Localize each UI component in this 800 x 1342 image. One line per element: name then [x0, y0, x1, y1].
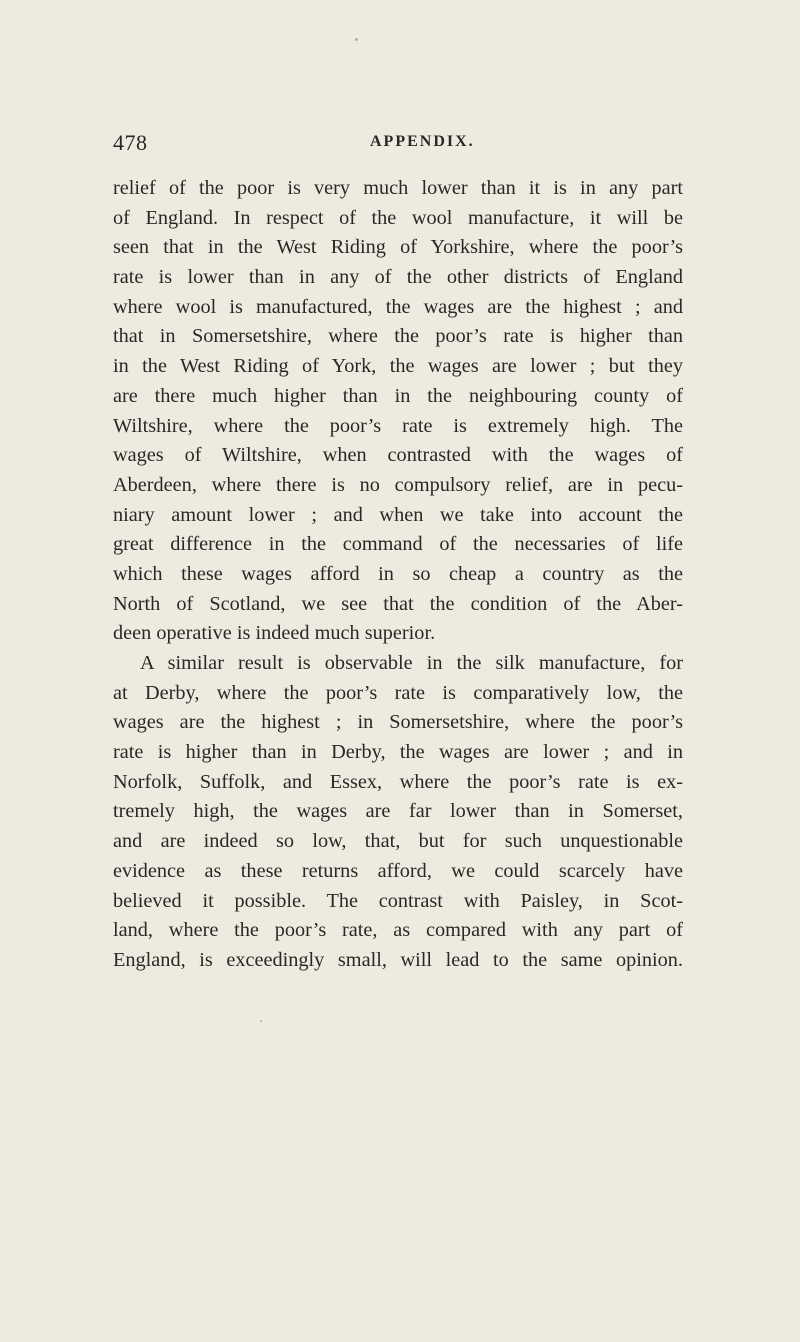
text-line: where wool is manufactured, the wages are the highest ; and: [113, 295, 683, 318]
page-header: [113, 130, 793, 162]
text-line: relief of the poor is very much lower than it is in any part: [113, 177, 683, 199]
text-line: are there much higher than in the neighbouring county of: [113, 384, 683, 407]
paper-speck: [260, 1020, 262, 1022]
paragraph-end-line: England, is exceedingly small, will lead to the same opinion.: [113, 948, 683, 971]
text-line: evidence as these returns afford, we could scarcely have: [113, 859, 683, 882]
text-line: believed it possible. The contrast with Paisley, in Scot-: [113, 889, 683, 912]
page-number: 478: [113, 130, 148, 155]
text-line: of England. In respect of the wool manufacture, it will be: [113, 206, 683, 229]
text-line: Wiltshire, where the poor’s rate is extremely high. The: [113, 414, 683, 437]
text-line: tremely high, the wages are far lower than in Somerset,: [113, 800, 683, 823]
text-line: Aberdeen, where there is no compulsory relief, are in pecu-: [113, 473, 683, 496]
text-line: wages of Wiltshire, when contrasted with the wages of: [113, 444, 683, 467]
text-line: North of Scotland, we see that the condition of the Aber-: [113, 592, 683, 615]
text-line: wages are the highest ; in Somersetshire, where the poor’s: [113, 711, 683, 734]
paragraph-end-line: deen operative is indeed much superior.: [113, 622, 436, 645]
text-line: great difference in the command of the necessaries of life: [113, 533, 683, 556]
text-line: rate is lower than in any of the other districts of England: [113, 266, 683, 289]
paper-speck: [355, 38, 358, 41]
body-text: [113, 174, 683, 976]
text-line: that in Somersetshire, where the poor’s rate is higher than: [113, 325, 683, 348]
text-line: Norfolk, Suffolk, and Essex, where the poor’s rate is ex-: [113, 770, 683, 793]
running-head: APPENDIX.: [370, 133, 475, 150]
text-line: at Derby, where the poor’s rate is comparatively low, the: [113, 681, 683, 704]
text-line: and are indeed so low, that, but for such unquestionable: [113, 830, 683, 853]
text-line: land, where the poor’s rate, as compared with any part of: [113, 919, 683, 942]
text-line: which these wages afford in so cheap a country as the: [113, 562, 683, 585]
text-line: seen that in the West Riding of Yorkshire, where the poor’s: [113, 236, 683, 259]
text-line: rate is higher than in Derby, the wages are lower ; and in: [113, 741, 683, 764]
text-line: in the West Riding of York, the wages are lower ; but they: [113, 355, 683, 378]
paragraph-start-line: A similar result is observable in the silk manufacture, for: [140, 652, 683, 674]
text-line: niary amount lower ; and when we take into account the: [113, 503, 683, 526]
